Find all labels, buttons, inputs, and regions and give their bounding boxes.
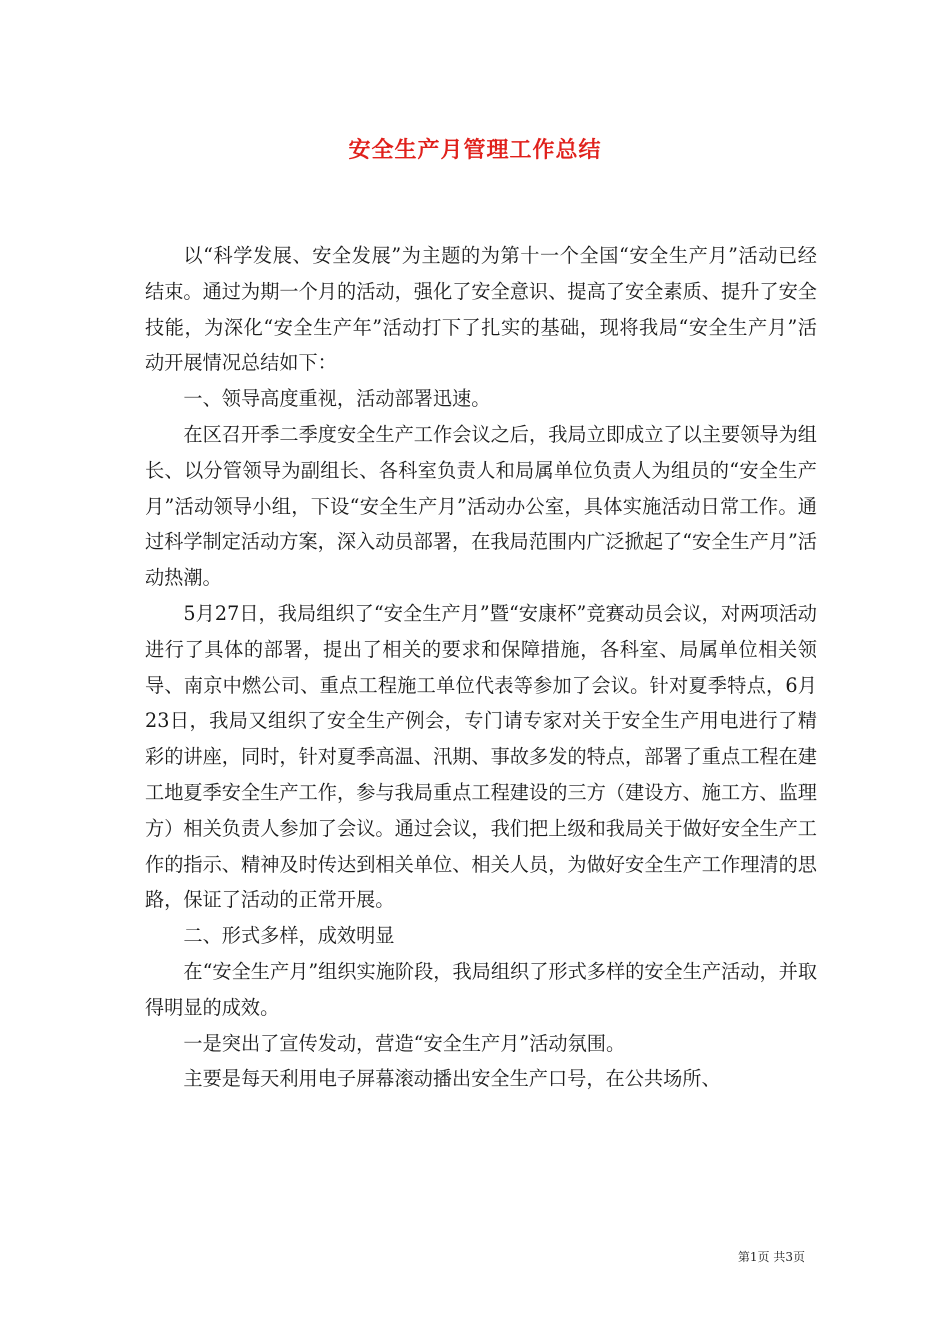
paragraph-publicity-heading: 一是突出了宣传发动，营造“安全生产月”活动氛围。 xyxy=(183,1031,626,1055)
paragraph-leadership: 在区召开季二季度安全生产工作会议之后，我局立即成立了以主要领导为组长、以分管领导为副组长、各科室负责人和局属单位负责人为组员的“安全生产月”活动领导小组，下设“安全生产月”活动办公室，具体实施活动日常工作。通过科学制定活动方案，深入动员部署，在我局范围内广泛掀起了“安全生产月”活动热潮。 xyxy=(145,422,817,590)
page-footer xyxy=(738,1248,805,1265)
paragraph-publicity: 主要是每天利用电子屏幕滚动播出安全生产口号，在公共场所、 xyxy=(183,1067,721,1091)
page-number-label: 第1页 共3页 xyxy=(737,1250,805,1264)
section-heading-1: 一、领导高度重视，活动部署迅速。 xyxy=(183,387,491,411)
document-body xyxy=(145,238,817,1097)
document-title: 安全生产月管理工作总结 xyxy=(348,137,602,163)
section-heading-2: 二、形式多样，成效明显 xyxy=(183,924,395,948)
paragraph-activities: 在“安全生产月”组织实施阶段，我局组织了形式多样的安全生产活动，并取得明显的成效。 xyxy=(145,959,818,1019)
paragraph-meetings: 5月27日，我局组织了“安全生产月”暨“安康杯”竞赛动员会议，对两项活动进行了具体的部署，提出了相关的要求和保障措施，各科室、局属单位相关领导、南京中燃公司、重点工程施工单位代表等参加了会议。针对夏季特点，6月23日，我局又组织了安全生产例会，专门请专家对关于安全生产用电进行了精彩的讲座，同时，针对夏季高温、汛期、事故多发的特点，部署了重点工程在建工地夏季安全生产工作，参与我局重点工程建设的三方（建设方、施工方、监理方）相关负责人参加了会议。通过会议，我们把上级和我局关于做好安全生产工作的指示、精神及时传达到相关单位、相关人员，为做好安全生产工作理清的思路，保证了活动的正常开展。 xyxy=(145,601,817,912)
paragraph-intro: 以“科学发展、安全发展”为主题的为第十一个全国“安全生产月”活动已经结束。通过为期一个月的活动，强化了安全意识、提高了安全素质、提升了安全技能，为深化“安全生产年”活动打下了扎实的基础，现将我局“安全生产月”活动开展情况总结如下： xyxy=(145,244,817,375)
